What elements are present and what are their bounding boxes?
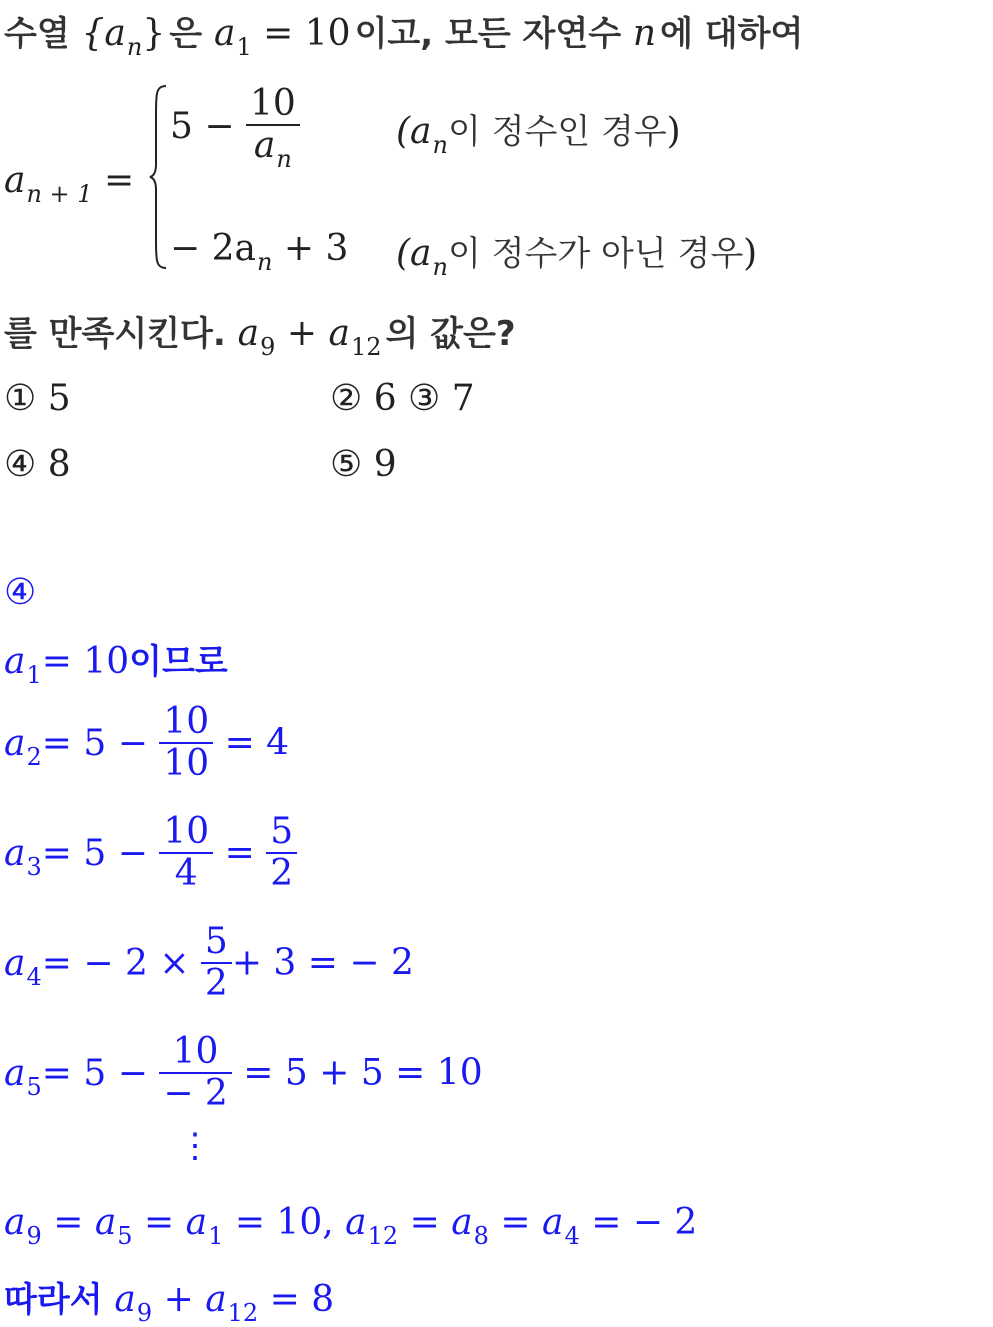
step4-fraction: $\frac{5}{2}$	[201, 922, 232, 1004]
choice-3-mark: ③	[408, 378, 441, 419]
case1-expression: 5 − $\frac{10}{a_n}$	[170, 84, 300, 169]
choice-4[interactable]	[4, 444, 71, 485]
solution-conclusion: 따라서 $a_9 + a_{12} = 8$	[4, 1279, 335, 1327]
solution-step-6: $a_9 = a_5 = a_1 = 10$, $a_{12} = a_8 = a_4$ = − 2	[4, 1202, 698, 1250]
initial-term: $a_1 = 10$	[213, 13, 351, 61]
sequence-notation: $\{a_n\}$	[81, 13, 166, 61]
choice-4-value: 8	[47, 444, 71, 485]
problem-intro-line	[4, 6, 804, 61]
choice-1[interactable]	[4, 378, 71, 419]
solution-step-2: $a_2= 5$ − $\frac{10}{10}$ = 4	[4, 701, 290, 784]
question-text-1: 를 만족시킨다.	[4, 314, 238, 354]
solution-step-3: $a_3= 5$ − $\frac{10}{4}$ = $\frac{5}{2}$	[4, 812, 297, 894]
intro-text-2: 은	[169, 14, 214, 54]
choice-2[interactable]	[330, 378, 397, 419]
solution-step-5: $a_5= 5$ − $\frac{10}{- 2}$ = 5 + 5 = 10	[4, 1031, 483, 1114]
case2-condition: (an이 정수가 아닌 경우)	[396, 233, 758, 281]
case1-condition: (an이 정수인 경우)	[396, 111, 681, 159]
step2-fraction: $\frac{10}{10}$	[159, 702, 213, 784]
problem-question-line	[4, 306, 516, 361]
choice-3-value: 7	[451, 378, 475, 419]
variable-n: n	[632, 13, 657, 54]
solution-step-4: $a_4= - 2$ × $\frac{5}{2}$ + 3 = − 2	[4, 921, 414, 1004]
choice-5-mark: ⑤	[330, 444, 363, 485]
choice-1-mark: ①	[4, 378, 37, 419]
step5-fraction: $\frac{10}{- 2}$	[159, 1032, 232, 1114]
solution-answer: ④	[4, 572, 37, 613]
question-text-2: 의 값은?	[385, 314, 516, 354]
choice-4-mark: ④	[4, 444, 37, 485]
case1-fraction: $\frac{10}{a_n}$	[246, 84, 300, 169]
choice-5-value: 9	[373, 444, 397, 485]
choice-2-value: 6	[373, 378, 397, 419]
case2-expression: − $2a_n + 3$	[170, 228, 349, 276]
step3-fraction-2: $\frac{5}{2}$	[266, 812, 297, 894]
intro-text-3: 이고, 모든 자연수	[354, 14, 633, 54]
intro-text-4: 에 대하여	[660, 14, 804, 54]
solution-step-1: $a_1= 10$이므로	[4, 641, 228, 689]
choice-1-value: 5	[47, 378, 71, 419]
intro-text-1: 수열	[4, 14, 82, 54]
recurrence-lhs: $a_{n + 1}$ =	[4, 160, 135, 208]
vertical-ellipsis: ⋮	[178, 1126, 212, 1166]
choice-5[interactable]	[330, 444, 397, 485]
question-expression: $a_9 + a_{12}$	[237, 313, 382, 361]
case-brace	[148, 84, 168, 270]
step3-fraction-1: $\frac{10}{4}$	[159, 812, 213, 894]
choice-2-mark: ②	[330, 378, 363, 419]
choice-3[interactable]	[408, 378, 475, 419]
